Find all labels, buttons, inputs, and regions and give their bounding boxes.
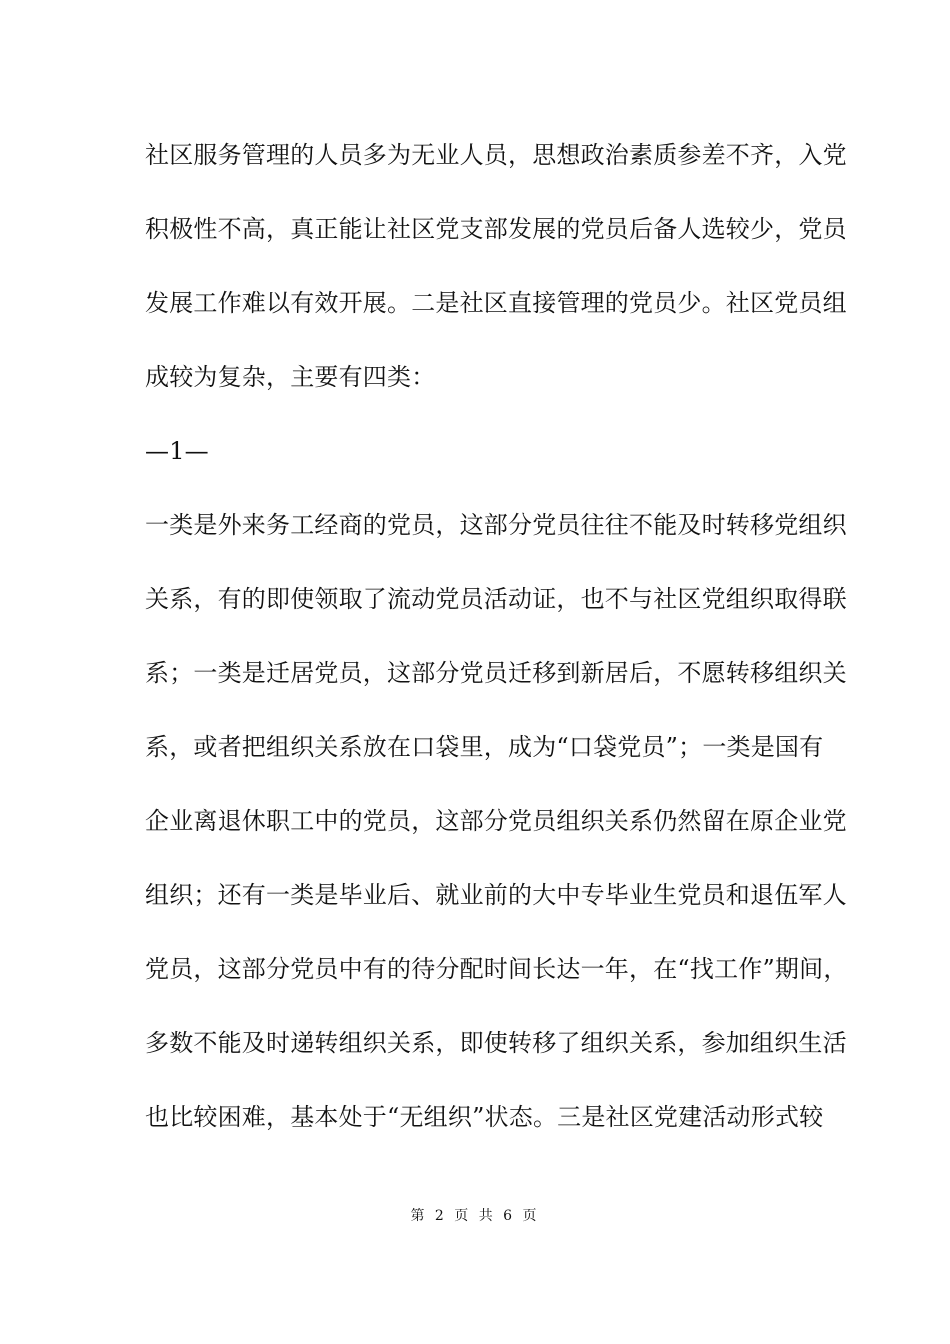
page-footer: 第 2 页 共 6 页: [410, 1208, 540, 1224]
body-text-line: 发展工作难以有效开展。二是社区直接管理的党员少。社区党员组: [145, 289, 847, 317]
body-text-line: 多数不能及时递转组织关系，即使转移了组织关系，参加组织生活: [145, 1029, 847, 1057]
body-text-line: 企业离退休职工中的党员，这部分党员组织关系仍然留在原企业党: [145, 807, 847, 835]
page-number-marker: —1—: [145, 437, 209, 465]
body-text-line: 系；一类是迁居党员，这部分党员迁移到新居后，不愿转移组织关: [145, 659, 847, 687]
body-text-line: 党员，这部分党员中有的待分配时间长达一年，在“找工作”期间，: [145, 955, 848, 983]
body-text-line: 组织；还有一类是毕业后、就业前的大中专毕业生党员和退伍军人: [145, 881, 847, 909]
body-text-line: 一类是外来务工经商的党员，这部分党员往往不能及时转移党组织: [145, 511, 847, 539]
body-text-line: 社区服务管理的人员多为无业人员，思想政治素质参差不齐，入党: [145, 141, 847, 169]
body-text-line: 关系，有的即使领取了流动党员活动证，也不与社区党组织取得联: [145, 585, 847, 613]
body-text-line: 成较为复杂，主要有四类：: [145, 363, 436, 391]
body-text-line: 也比较困难，基本处于“无组织”状态。三是社区党建活动形式较: [145, 1103, 824, 1131]
body-text-line: 积极性不高，真正能让社区党支部发展的党员后备人选较少，党员: [145, 215, 847, 243]
body-text-line: 系，或者把组织关系放在口袋里，成为“口袋党员”；一类是国有: [145, 733, 824, 761]
